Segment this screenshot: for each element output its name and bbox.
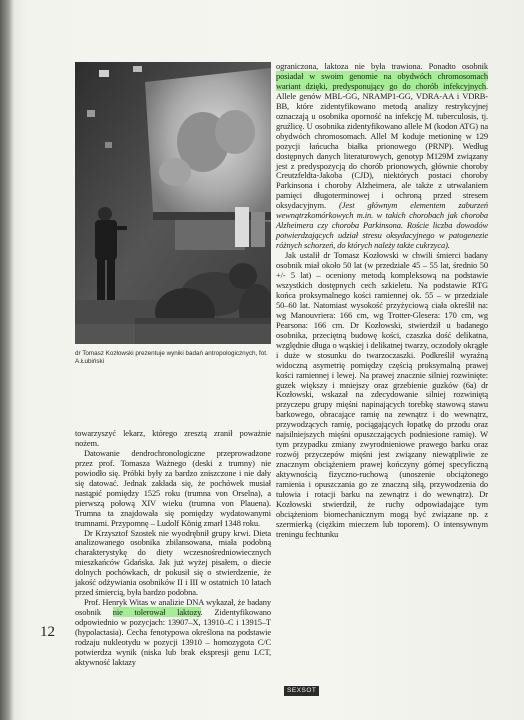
text-run: Prof. Henryk Witas w analizie DNA wykazał, że badany osobnik	[75, 597, 271, 618]
photo-caption: dr Tomasz Kozłowski prezentuje wyniki badań antropologicznych, fot. A.Łubiński	[75, 350, 268, 366]
lecture-photo	[75, 62, 271, 344]
right-text-column	[276, 62, 488, 540]
paragraph: Jak ustalił dr Tomasz Kozłowski w chwili śmierci badany osobnik miał około 50 lat (w przedziale 45 – 55 lat, średnio 50 +/- 5 lat) – oceniony metodą kompleksową na podstawie wszystkich dostępnych cech szkieletu. Na podstawie RTG końca proksymalnego kości ramiennej ok. 55 – w przedziale 50–60 lat. Natomiast wysokość przyżyciową ciała określił na: wg Manouvriera: 166 cm, wg Trotter-Glesera: 170 cm, wg Pearsona: 166 cm. Dr Kozłowski, stwierdził u badanego osobnika, przeciętną budowę kości, czaszka dość delikatna, względnie długa o wąskiej i delikatnej twarzy, oczodoły okrągłe i duże w stosunku do twarzoczaszki. Podkreślił wyraźną widoczną asymetrię pomiędzy częścią proksymalną prawej kości ramiennej i lewej. Na prawej znacznie silniej rozwinięte: guzek większy i mniejszy oraz grzebienie guzków (6a) dr Kozłowski, wskazał na zdecydowanie silniej rozwiniętą przyczepu grupy mięśni napinających torebkę stawową stawu barkowego, obracające ramię na zewnątrz i do wewnątrz, przywodzących ramię, pociągających łopatkę do przodu oraz najsilniejszych mięśni opuszczających podniesione ramię). W tym przypadku zmiany zwyrodnieniowe prawego barku oraz rozwój przyczepów mięśni jest związany niewątpliwie ze znacznym obciążeniem prawej kończyny górnej specyficzną aktywnością fizyczno-ruchową (unoszenie obciążonego ramienia i opuszczania go ze znaczną siłą, przywodzenia do tułowia i rotacji barku na zewnątrz i do wewnątrz). Dr Kozłowski stwierdził, że ruchy odpowiadające tym obciążeniom biomechanicznym mogą być związane np. z szermierką (ciężkim mieczem lub toporem). O intensywnym treningu fechtunku	[276, 250, 488, 539]
paragraph: towarzyszyć lekarz, którego zresztą zranił poważnie nożem.	[75, 428, 271, 448]
text-run: . Allele genów MBL-GG, NRAMP1-GG, VDRA-AA i VDRB-BB, które zidentyfikowano metodą analizy restrykcyjnej oznaczają u osobnika oporność na infekcję M. tuberculosis, tj. gruźlicę. U osobnika zidentyfikowano allele M (kodon ATG) na obydwóch chromosomach. Allel M koduje metioninę w 129 pozycji łańcucha białka prionowego (PRNP). Według dostępnych danych literaturowych, genotyp M129M związany jest z predyspozycją do chorób prionowych, głównie choroby Creutzfeldta-Jakoba (CJD), niektórych postaci choroby Parkinsona i choroby Alzheimera, ale także z utrwalaniem pamięci długoterminowej i ochroną przed stresem oksydacyjnym.	[276, 80, 488, 211]
paragraph: Datowanie dendrochronologiczne przeprowadzone przez prof. Tomasza Ważnego (deski z trumny) nie powiodło się. Próbki były za bardzo zniszczone i nie dały się datować. Jednak zakłada się, że pochówek musiał nastąpić pomiędzy 1525 roku (trumna von Orselna), a pierwszą połową XIV wieku (trumna von Plauena). Trumna ta znajdowała się pomiędzy wydatowanymi trumnami. Przypomnę – Ludolf König zmarł 1348 roku.	[75, 447, 271, 528]
paragraph	[75, 598, 271, 668]
text-run: ograniczona, laktoza nie była trawiona. Ponadto osobnik	[276, 61, 488, 71]
text-run: . Zidentyfikowano odpowiednio w pozycjach: 13907–X, 13910–C i 13915–T (hypolactasia). Cecha fenotypowa określona na podstawie rodzaju nukleotydu w pozycji 13910 – homozygota C/C potwierdza wynik (niska lub brak ekspresji genu LCT, aktywność laktazy	[75, 607, 271, 667]
left-text-column	[75, 429, 271, 668]
highlighted-text: posiadał w swoim genomie na obydwóch chromosomach wariant dzięki, predysponujący go do chorób infekcyjnych	[276, 70, 488, 91]
page-spine-shadow	[0, 0, 14, 720]
page-number: 12	[40, 624, 55, 640]
footer-logo: SEXSOT	[284, 686, 319, 696]
paragraph	[276, 62, 488, 251]
highlighted-text: nie tolerował laktozy	[112, 607, 201, 618]
paragraph: Dr Krzysztof Szostek nie wyodrębnił grupy krwi. Dieta analizowanego osobnika zbilansowana, miała podobną charakterystykę do diety wczesnośredniowiecznych mieszkańców Gdańska. Jak już wyżej pisałem, o diecie dolnych pochówkach, dr pokusił się o stwierdzenie, że jakość odżywiania osobników II i III w ostatnich 10 latach przed śmiercią, była bardzo podobna.	[75, 527, 271, 598]
italic-text: (Jest głównym elementem zaburzeń wewnątrzkomórkowych m.in. w takich chorobach jak choroba Alzheimera czy choroba Parkinsona. Roście liczba dowodów potwierdzających udział stresu oksydacyjnego w patogenezie różnych schorzeń, do których należy także cukrzyca).	[276, 200, 489, 251]
